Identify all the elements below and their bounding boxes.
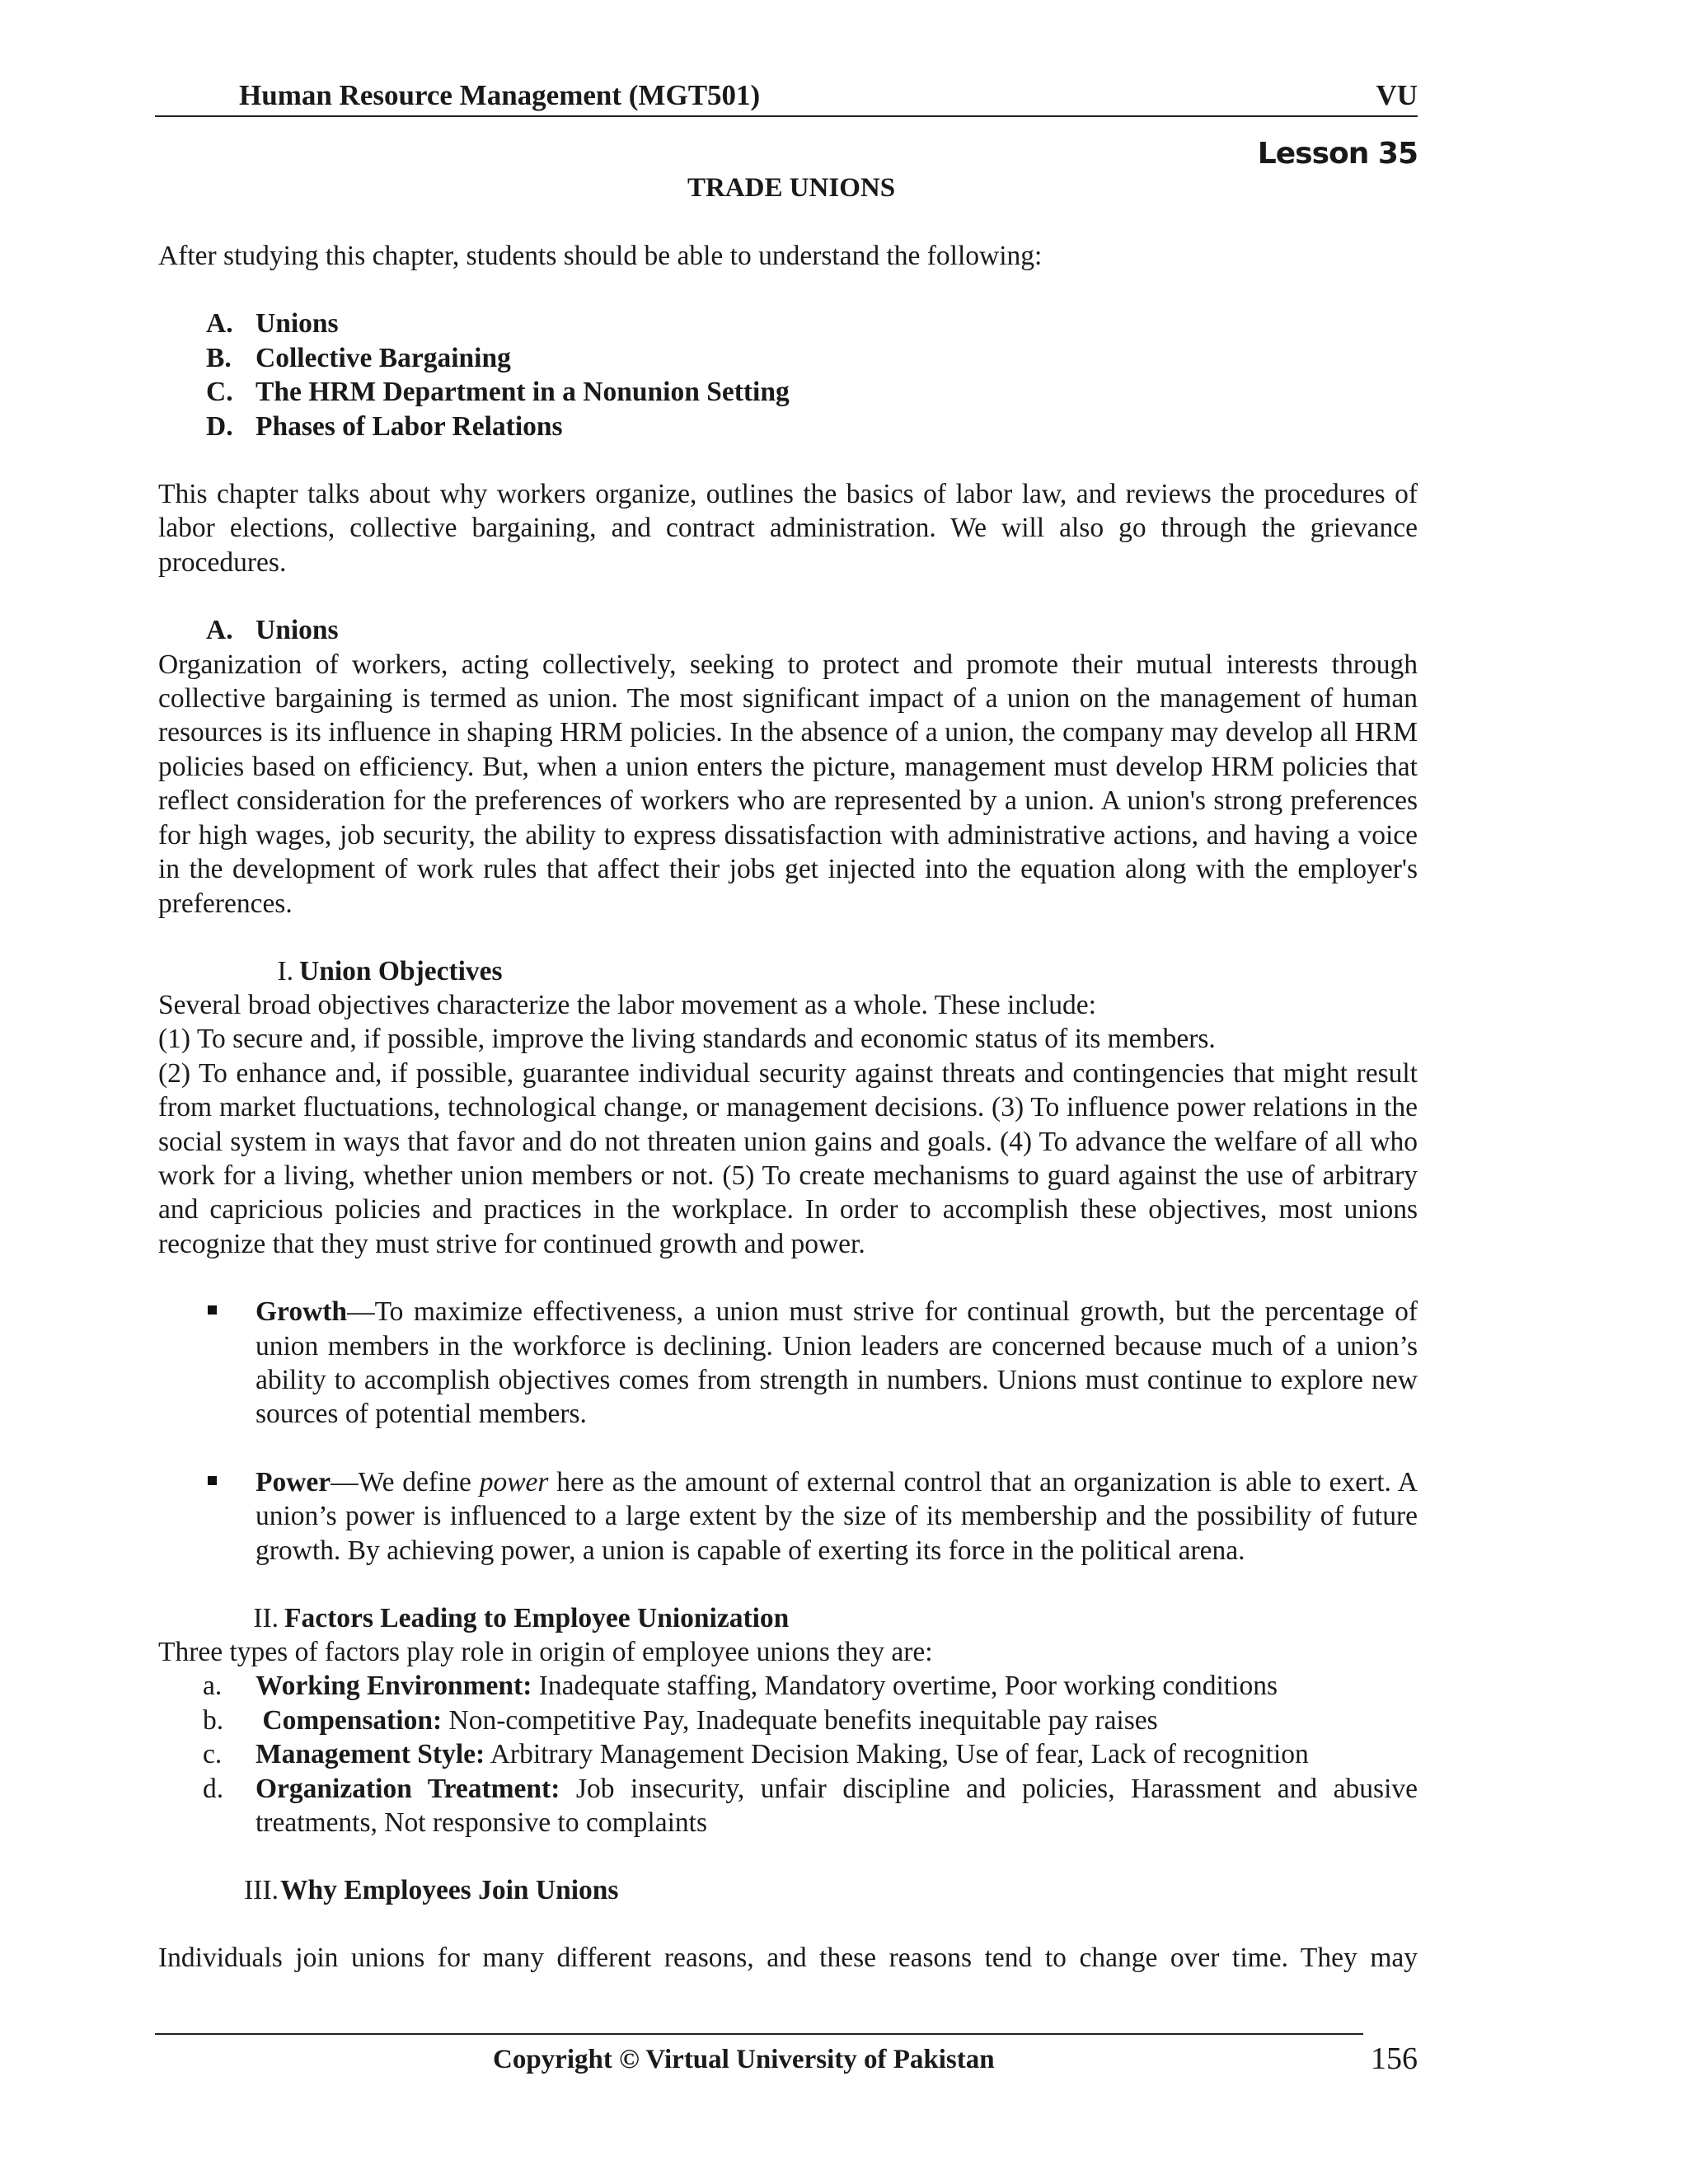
- objective-text: The HRM Department in a Nonunion Setting: [256, 377, 790, 408]
- objective-marker: D.: [206, 410, 233, 442]
- objective-item: [158, 307, 1418, 340]
- why-join-marker: III.: [244, 1875, 279, 1906]
- power-emphasis: power: [479, 1466, 549, 1497]
- header-rule: [155, 115, 1418, 117]
- objective-item: [158, 341, 1418, 375]
- factors-marker: II.: [253, 1603, 279, 1633]
- section-a-heading: [158, 613, 1418, 647]
- bullet-square-icon: [208, 1476, 217, 1485]
- objective-text: Phases of Labor Relations: [256, 410, 563, 442]
- why-join-paragraph: Individuals join unions for many different reasons, and these reasons tend to change over time. They may: [158, 1943, 1418, 1974]
- lesson-number: Lesson 35: [1257, 137, 1418, 171]
- power-term: Power: [256, 1466, 331, 1497]
- growth-text: —To maximize effectiveness, a union must strive for continual growth, but the percentage of union members in the workforce is declining. Union leaders are concerned because much of a union’s ability to accomplish objectives comes from strength in numbers. Unions must continue to explore new sources of potential members.: [256, 1296, 1418, 1430]
- factor-marker: c.: [203, 1739, 223, 1770]
- factor-term: Working Environment:: [256, 1671, 532, 1702]
- growth-bullet: [158, 1295, 1418, 1432]
- power-bullet: [158, 1465, 1418, 1568]
- factor-item: [158, 1737, 1418, 1771]
- factor-text: Arbitrary Management Decision Making, Use of fear, Lack of recognition: [485, 1739, 1309, 1770]
- factors-intro: Three types of factors play role in origin of employee unions they are:: [158, 1637, 933, 1667]
- factor-text: Inadequate staffing, Mandatory overtime, Poor working conditions: [532, 1671, 1278, 1702]
- footer-rule: [155, 2033, 1363, 2035]
- objectives-list: [158, 307, 1418, 443]
- overview-paragraph: This chapter talks about why workers organize, outlines the basics of labor law, and reviews the procedures of labor elections, collective bargaining, and contract administration. We will also go through the grievance procedures.: [158, 479, 1418, 578]
- factor-item: [158, 1669, 1418, 1703]
- union-objectives-heading: [158, 954, 1418, 988]
- power-pre: —We define: [331, 1466, 480, 1497]
- factors-title: Factors Leading to Employee Unionization: [284, 1603, 790, 1633]
- factor-term: Management Style:: [256, 1739, 485, 1770]
- union-objectives-paragraph: (2) To enhance and, if possible, guarantee individual security against threats and contingencies that might result from market fluctuations, technological change, or management decisions. (3) To influence power relations in the social system in ways that favor and do not threaten union gains and goals. (4) To advance the welfare of all who work for a living, whether union members or not. (5) To create mechanisms to guard against the use of arbitrary and capricious policies and practices in the workplace. In order to accomplish these objectives, most unions recognize that they must strive for continued growth and power.: [158, 1057, 1418, 1259]
- factor-text: Non-competitive Pay, Inadequate benefits inequitable pay raises: [442, 1704, 1158, 1736]
- section-a-marker: A.: [206, 615, 233, 646]
- factor-term: Compensation:: [256, 1704, 443, 1736]
- objective-marker: A.: [206, 308, 233, 340]
- header-course-title: Human Resource Management (MGT501): [239, 79, 761, 111]
- factor-term: Organization Treatment:: [256, 1773, 560, 1804]
- factor-marker: b.: [203, 1704, 224, 1736]
- objective-text: Unions: [256, 308, 339, 340]
- why-join-title: Why Employees Join Unions: [280, 1875, 619, 1906]
- factor-item: [158, 1704, 1418, 1737]
- growth-term: Growth: [256, 1296, 348, 1328]
- objective-text: Collective Bargaining: [256, 342, 511, 373]
- bullet-square-icon: [208, 1305, 217, 1315]
- factor-marker: d.: [203, 1773, 224, 1804]
- intro-paragraph: After studying this chapter, students should be able to understand the following:: [158, 241, 1043, 271]
- why-join-heading: [158, 1873, 1418, 1907]
- power-text: here as the amount of external control that an organization is able to exert. A union’s power is influenced to a large extent by the size of its membership and the possibility of future growth. By achieving power, a union is capable of exerting its force in the political arena.: [256, 1466, 1418, 1566]
- union-objectives-intro: Several broad objectives characterize the labor movement as a whole. These include:: [158, 989, 1096, 1020]
- footer-copyright: Copyright © Virtual University of Pakistan: [493, 2045, 995, 2074]
- factor-marker: a.: [203, 1671, 223, 1702]
- factors-heading: [158, 1601, 1418, 1635]
- section-a-title: Unions: [256, 615, 339, 646]
- union-objectives-marker: I.: [277, 955, 293, 987]
- union-objectives-title: Union Objectives: [299, 955, 503, 987]
- objective-marker: C.: [206, 377, 233, 408]
- objective-item: [158, 410, 1418, 443]
- factor-item: [158, 1772, 1418, 1840]
- objective-item: [158, 375, 1418, 409]
- union-objective-1: (1) To secure and, if possible, improve the living standards and economic status of its members.: [158, 1024, 1216, 1055]
- unions-paragraph: Organization of workers, acting collectively, seeking to protect and promote their mutual interests through collective bargaining is termed as union. The most significant impact of a union on the management of human resources is its influence in shaping HRM policies. In the absence of a union, the company may develop all HRM policies based on efficiency. But, when a union enters the picture, management must develop HRM policies that reflect consideration for the preferences of workers who are represented by a union. A union's strong preferences for high wages, job security, the ability to express dissatisfaction with administrative actions, and having a voice in the development of work rules that affect their jobs get injected into the equation along with the employer's preferences.: [158, 649, 1418, 919]
- factor-text: Job insecurity, unfair discipline and policies, Harassment and abusive treatments, Not responsive to complaints: [256, 1773, 1418, 1839]
- main-content: [158, 239, 1418, 1975]
- objective-marker: B.: [206, 342, 232, 373]
- page-number: 156: [1371, 2041, 1418, 2076]
- page-title: TRADE UNIONS: [687, 173, 896, 203]
- header-institution: VU: [1376, 79, 1418, 111]
